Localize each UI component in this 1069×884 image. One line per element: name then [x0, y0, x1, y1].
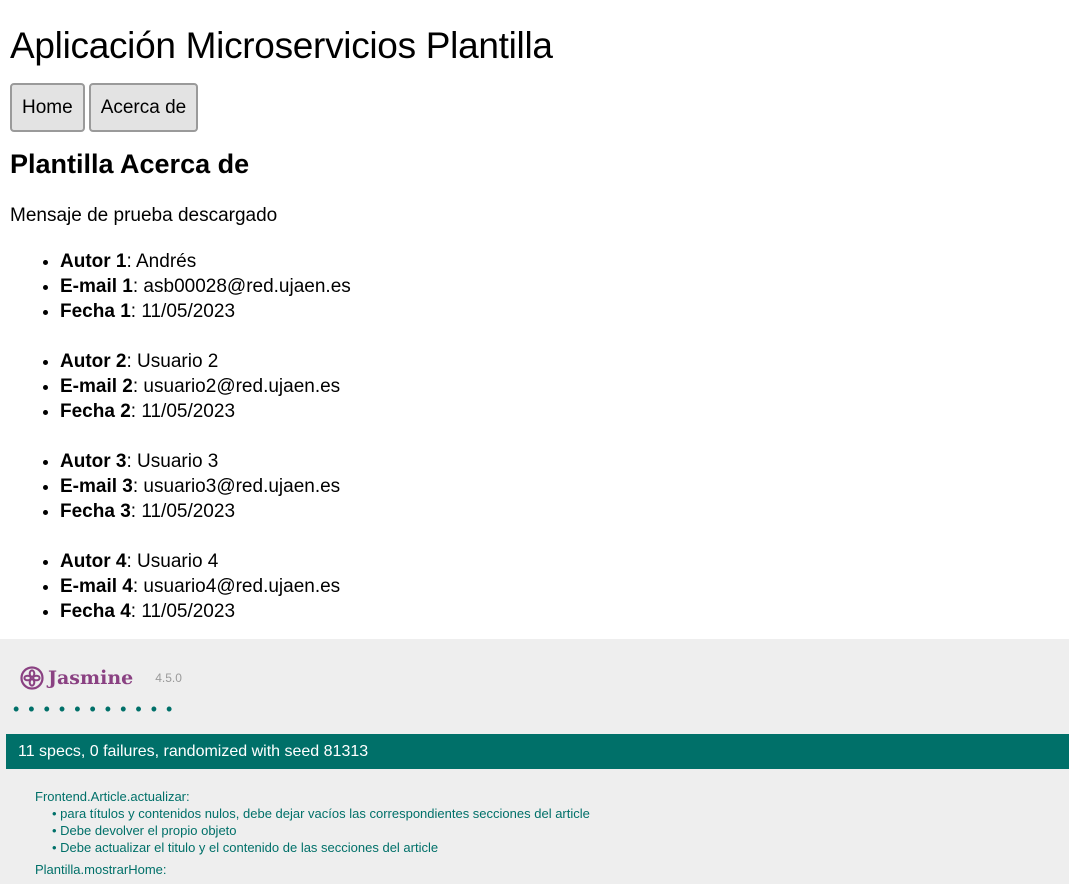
- message-text: Mensaje de prueba descargado: [10, 205, 278, 226]
- jasmine-banner: [20, 666, 182, 690]
- date-value: : 11/05/2023: [130, 301, 236, 322]
- list-item: [60, 374, 1059, 399]
- date-value: : 11/05/2023: [130, 601, 236, 622]
- date-label: Fecha 4: [60, 601, 131, 622]
- author-label: Autor 4: [60, 551, 127, 572]
- list-item: [60, 449, 1059, 474]
- spec-label[interactable]: Debe actualizar el titulo y el contenido de las secciones del article: [60, 840, 439, 855]
- list-item: [60, 549, 1059, 574]
- email-label: E-mail 2: [60, 376, 133, 397]
- date-label: Fecha 2: [60, 401, 131, 422]
- suite-title[interactable]: Frontend.Article.actualizar:: [35, 789, 190, 804]
- author-value: : Usuario 3: [126, 451, 219, 472]
- email-value: : asb00028@red.ujaen.es: [132, 276, 351, 297]
- about-button[interactable]: Acerca de: [89, 83, 199, 132]
- author-label: Autor 1: [60, 251, 127, 272]
- author-list: [10, 349, 1059, 424]
- suite: [35, 788, 590, 856]
- email-label: E-mail 4: [60, 576, 133, 597]
- jasmine-logo-text: Jasmine: [48, 667, 134, 689]
- author-value: : Usuario 4: [126, 551, 219, 572]
- jasmine-logo[interactable]: [20, 666, 133, 690]
- author-value: : Andrés: [126, 251, 197, 272]
- date-value: : 11/05/2023: [130, 401, 236, 422]
- email-value: : usuario2@red.ujaen.es: [132, 376, 341, 397]
- suite: [35, 861, 590, 878]
- author-list: [10, 449, 1059, 524]
- author-label: Autor 3: [60, 451, 127, 472]
- spec-item[interactable]: [52, 839, 590, 856]
- list-item: [60, 299, 1059, 324]
- summary-bar: 11 specs, 0 failures, randomized with seed 81313: [6, 734, 1069, 769]
- nav-bar: [10, 83, 1059, 132]
- spec-list: [35, 805, 590, 856]
- author-label: Autor 2: [60, 351, 127, 372]
- list-item: [60, 274, 1059, 299]
- author-value: : Usuario 2: [126, 351, 219, 372]
- list-item: [60, 574, 1059, 599]
- jasmine-reporter: [0, 639, 1069, 884]
- jasmine-version: 4.5.0: [155, 671, 182, 685]
- author-list: [10, 249, 1059, 324]
- list-item: [60, 499, 1059, 524]
- spec-label[interactable]: para títulos y contenidos nulos, debe dejar vacíos las correspondientes secciones del article: [60, 806, 590, 821]
- author-list: [10, 549, 1059, 624]
- email-label: E-mail 3: [60, 476, 133, 497]
- app-title: Aplicación Microservicios Plantilla: [10, 25, 553, 66]
- spec-dots: •••••••••••: [13, 699, 182, 719]
- date-label: Fecha 1: [60, 301, 131, 322]
- home-button[interactable]: Home: [10, 83, 85, 132]
- spec-item[interactable]: [52, 822, 590, 839]
- email-label: E-mail 1: [60, 276, 133, 297]
- list-item: [60, 474, 1059, 499]
- email-value: : usuario4@red.ujaen.es: [132, 576, 341, 597]
- suite-title[interactable]: Plantilla.mostrarHome:: [35, 862, 167, 877]
- list-item: [60, 249, 1059, 274]
- list-item: [60, 349, 1059, 374]
- results-list: [35, 788, 590, 878]
- spec-item[interactable]: [52, 805, 590, 822]
- list-item: [60, 399, 1059, 424]
- date-value: : 11/05/2023: [130, 501, 236, 522]
- jasmine-flower-icon: [20, 666, 44, 690]
- spec-label[interactable]: Debe devolver el propio objeto: [60, 823, 237, 838]
- email-value: : usuario3@red.ujaen.es: [132, 476, 341, 497]
- date-label: Fecha 3: [60, 501, 131, 522]
- page-title: Plantilla Acerca de: [10, 149, 250, 179]
- list-item: [60, 599, 1059, 624]
